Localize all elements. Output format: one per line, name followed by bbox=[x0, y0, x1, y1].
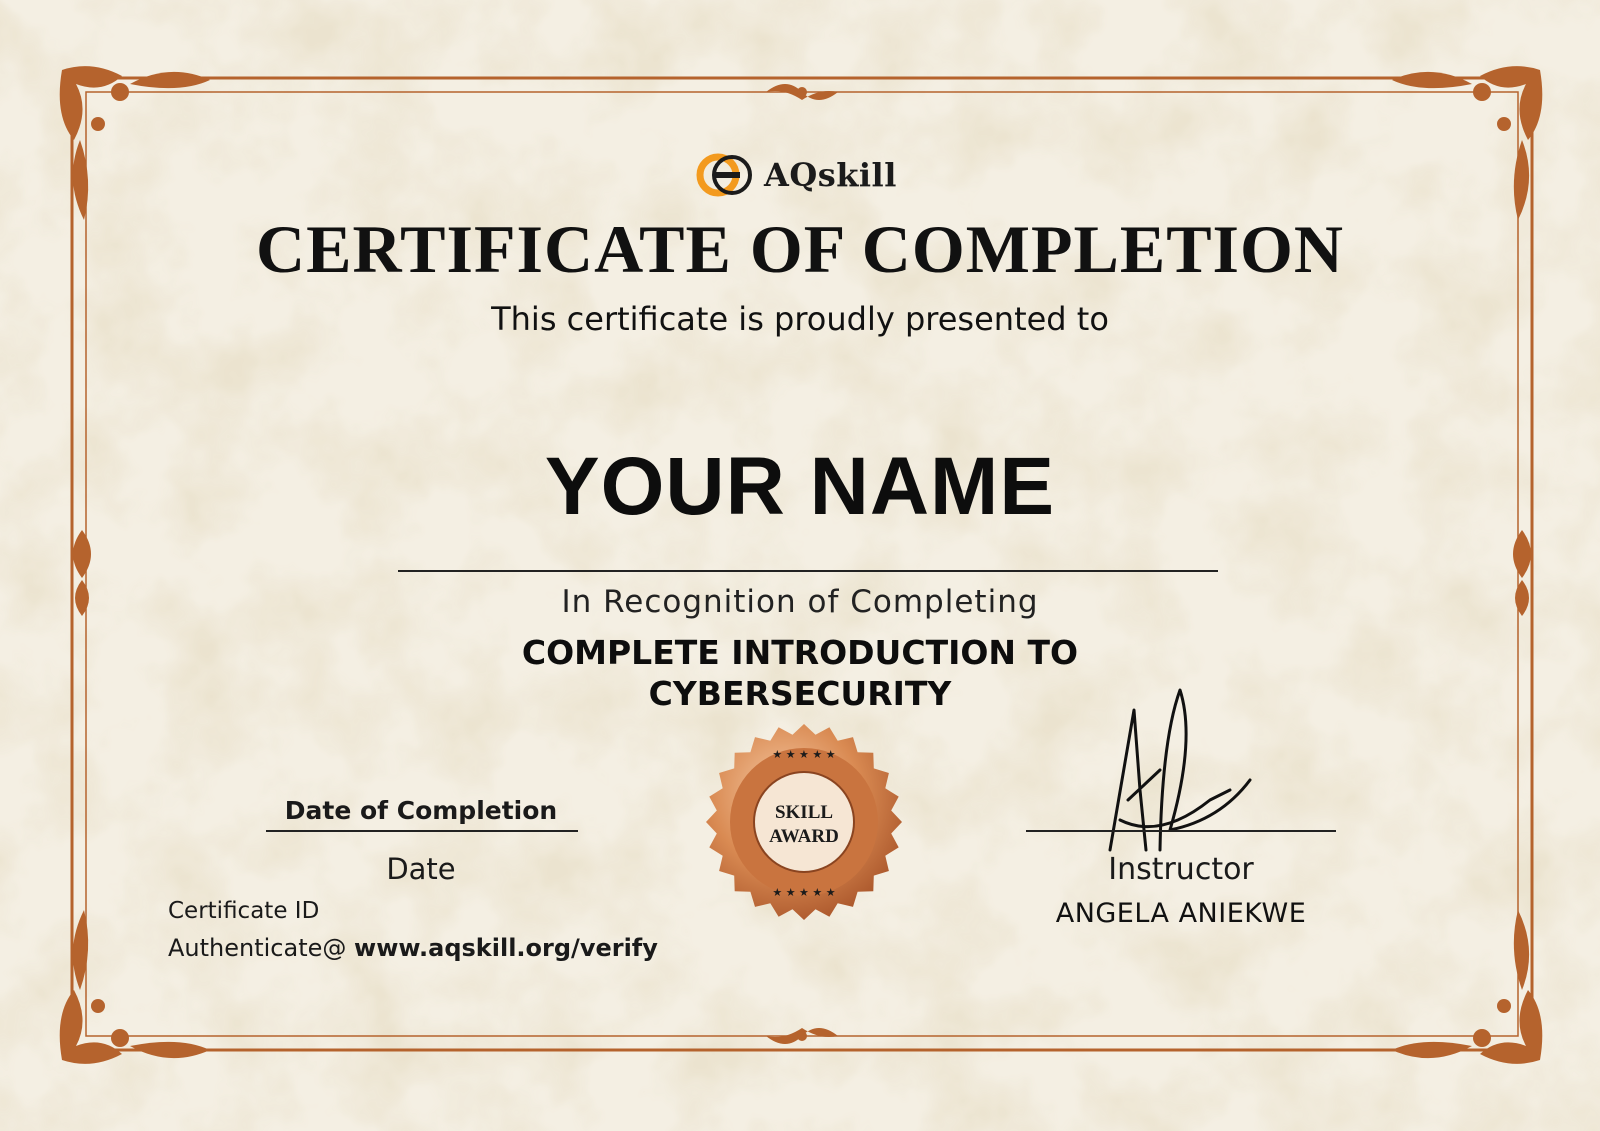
authenticate-line bbox=[168, 934, 658, 962]
logo-text: AQskill bbox=[764, 156, 897, 194]
name-underline bbox=[398, 570, 1218, 572]
verify-url-link[interactable]: www.aqskill.org/verify bbox=[354, 934, 658, 962]
instructor-name: ANGELA ANIEKWE bbox=[1055, 898, 1307, 929]
recipient-name: YOUR NAME bbox=[544, 441, 1056, 532]
aqskill-logo-icon bbox=[696, 152, 754, 198]
completion-date-label: Date of Completion bbox=[284, 796, 558, 825]
instructor-signature-line bbox=[1026, 830, 1336, 832]
seal-text-line-1: SKILL bbox=[774, 802, 834, 823]
recognition-text: In Recognition of Completing bbox=[561, 584, 1039, 620]
svg-text:★ ★ ★ ★ ★: ★ ★ ★ ★ ★ bbox=[772, 748, 836, 761]
certificate-subtitle: This certificate is proudly presented to bbox=[491, 300, 1109, 338]
certificate-title: CERTIFICATE OF COMPLETION bbox=[255, 211, 1345, 287]
seal-text-line-2: AWARD bbox=[769, 826, 839, 847]
svg-text:★ ★ ★ ★ ★: ★ ★ ★ ★ ★ bbox=[772, 886, 836, 899]
course-title bbox=[0, 632, 1600, 714]
authenticate-label: Authenticate@ bbox=[168, 934, 347, 962]
skill-award-seal-icon bbox=[704, 722, 904, 922]
certificate-id-label: Certificate ID bbox=[168, 898, 320, 924]
instructor-signature bbox=[1100, 680, 1260, 860]
course-title-line-2: CYBERSECURITY bbox=[648, 674, 952, 713]
completion-date-underline bbox=[266, 830, 578, 832]
brand-logo bbox=[696, 150, 897, 200]
completion-date-value: Date bbox=[386, 852, 456, 886]
course-title-line-1: COMPLETE INTRODUCTION TO bbox=[521, 633, 1079, 672]
instructor-label: Instructor bbox=[1108, 852, 1254, 887]
